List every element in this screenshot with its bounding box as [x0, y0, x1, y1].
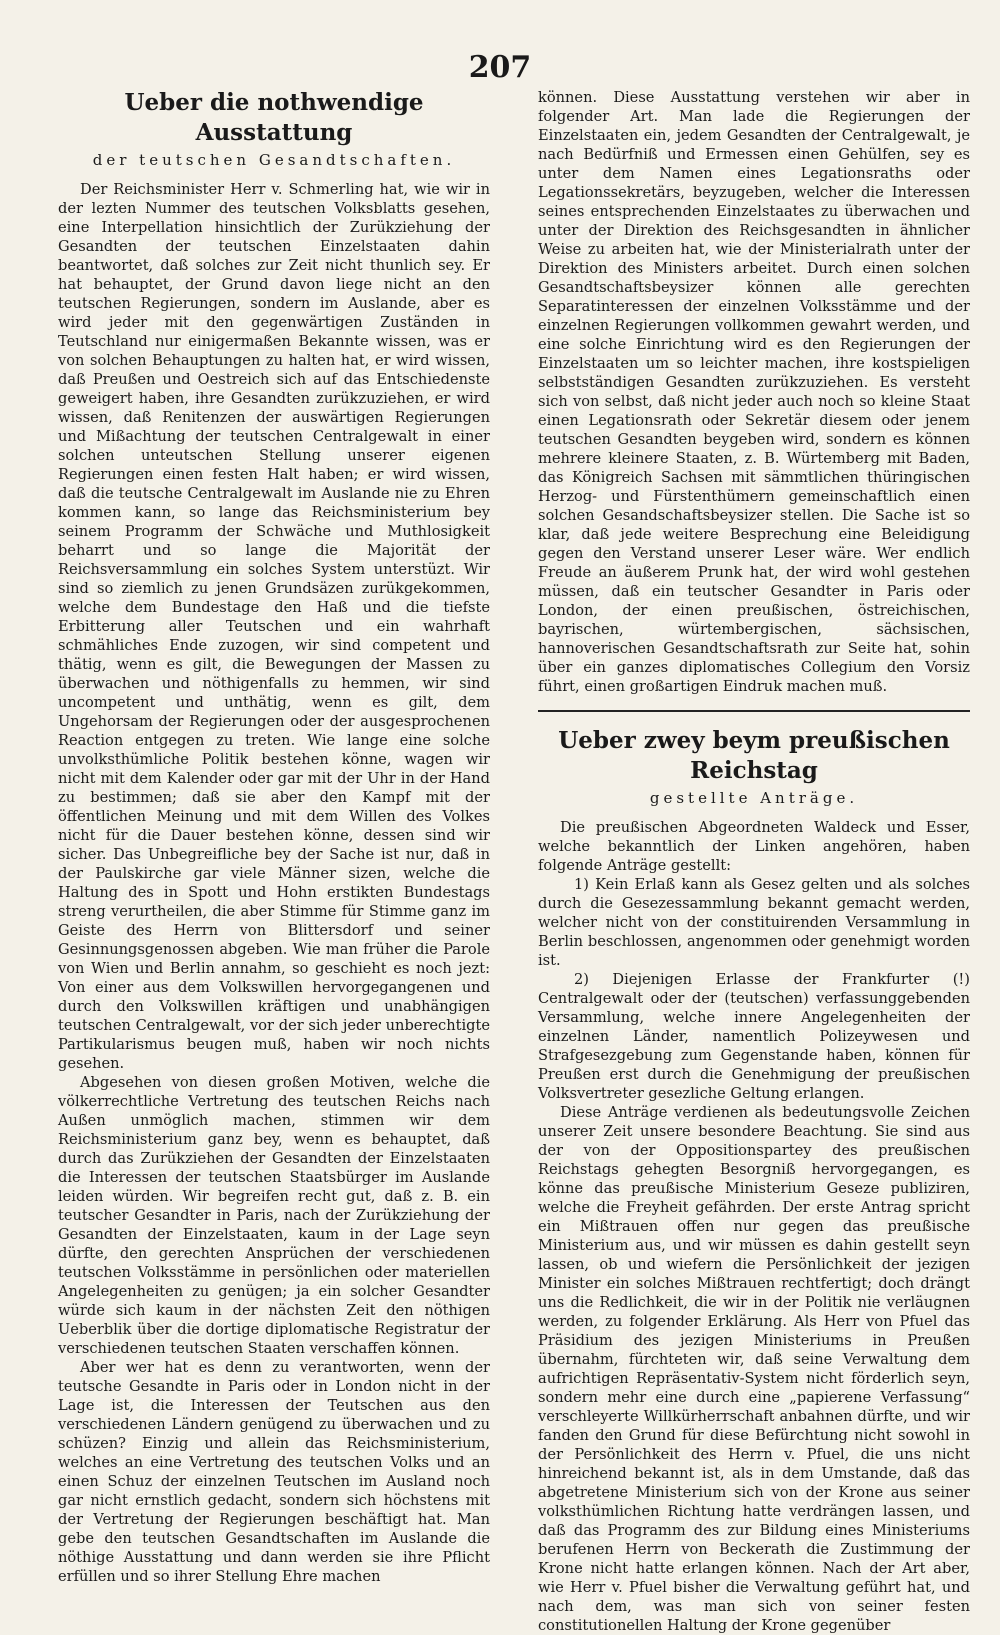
page-number: 207: [468, 50, 532, 85]
article2-list-item: 1) Kein Erlaß kann als Gesez gelten und als solches durch die Gesezessammlung bekannt gemacht werden, welcher nicht von der constituirenden Versammlung in Berlin beschlossen, angenommen oder genehmigt worden ist.: [538, 876, 970, 969]
left-column: [58, 88, 490, 1635]
article1-title: Ueber die nothwendige Ausstattung: [124, 89, 424, 146]
article1-paragraph-continued: können. Diese Ausstattung verstehen wir aber in folgender Art. Man lade die Regierungen der Einzelstaaten ein, jedem Gesandten der Centralgewalt, je nach Bedürfniß und Ermessen einen Gehülfen, sey es unter dem Namen eines Legationsraths oder Legationssekretärs, beyzugeben, welcher die Interessen seines entsprechenden Einzelstaates zu überwachen und unter der Direktion des Reichsgesandten in ähnlicher Weise zu arbeiten hat, wie der Ministerialrath unter der Direktion des Ministers arbeitet. Durch einen solchen Gesandtschaftsbeysizer können alle gerechten Separatinteressen der einzelnen Volksstämme und der einzelnen Regierungen vollkommen gewahrt werden, und eine solche Einrichtung wird es den Regierungen der Einzelstaaten um so leichter machen, ihre kostspieligen selbstständigen Gesandten zurükzuziehen. Es versteht sich von selbst, daß nicht jeder auch noch so kleine Staat einen Legationsrath oder Sekretär diesem oder jenem teutschen Gesandten beygeben wird, sondern es können mehrere kleinere Staaten, z. B. Würtemberg mit Baden, das Königreich Sachsen mit sämmtlichen thüringischen Herzog- und Fürstenthümern gemeinschaftlich einen solchen Gesandschaftsbeysizer stellen. Die Sache ist so klar, daß jede weitere Besprechung eine Beleidigung gegen den Verstand unserer Leser wäre. Wer endlich Freude an äußerem Prunk hat, der wird wohl gestehen müssen, daß ein teutscher Gesandter in Paris oder London, der einen preußischen, östreichischen, bayrischen, würtembergischen, sächsischen, hannoverischen Gesandtschaftsrath zur Seite hat, sohin über ein ganzes diplomatisches Collegium den Vorsiz führt, einen großartigen Eindruk machen muß.: [538, 89, 970, 695]
article2-subtitle: gestellte Anträge.: [649, 789, 859, 807]
article2-paragraph: Die preußischen Abgeordneten Waldeck und Esser, welche bekanntlich der Linken angehören, haben folgende Anträge gestellt:: [538, 819, 970, 874]
right-column: [538, 88, 970, 1635]
article1-paragraph: Der Reichsminister Herr v. Schmerling hat, wie wir in der lezten Nummer des teutschen Volksblatts gesehen, eine Interpellation hinsichtlich der Zurükziehung der Gesandten der teutschen Einzelstaaten dahin beantwortet, daß solches zur Zeit nicht thunlich sey. Er hat behauptet, der Grund davon liege nicht an den teutschen Regierungen, sondern im Auslande, aber es wird jeder mit den gegenwärtigen Zuständen in Teutschland nur einigermaßen Bekannte wissen, was er von solchen Behauptungen zu halten hat, er wird wissen, daß Preußen und Oestreich sich auf das Entschiedenste geweigert haben, ihre Gesandten zurükzuziehen, er wird wissen, daß Renitenzen der auswärtigen Regierungen und Mißachtung der teutschen Centralgewalt in einer solchen unteutschen Stellung unserer eigenen Regierungen einen festen Halt haben; er wird wissen, daß die teutsche Centralgewalt im Auslande nie zu Ehren kommen kann, so lange das Reichsministerium bey seinem Programm der Schwäche und Muthlosigkeit beharrt und so lange die Majorität der Reichsversammlung ein solches System unterstüzt. Wir sind so ziemlich zu jenen Grundsäzen zurükgekommen, welche dem Bundestage den Haß und die tiefste Erbitterung aller Teutschen und ein wahrhaft schmähliches Ende zuzogen, wir sind competent und thätig, wenn es gilt, die Bewegungen der Massen zu überwachen und nöthigenfalls zu hemmen, wir sind uncompetent und unthätig, wenn es gilt, dem Ungehorsam der Regierungen oder der ausgesprochenen Reaction entgegen zu treten. Wie lange eine solche unvolksthümliche Politik bestehen könne, wagen wir nicht mit dem Kalender oder gar mit der Uhr in der Hand zu bestimmen; daß sie aber den Kampf mit der öffentlichen Meinung und mit dem Willen des Volkes nicht für die Dauer bestehen könne, dessen sind wir sicher. Das Unbegreifliche bey der Sache ist nur, daß in der Paulskirche gar viele Männer sizen, welche die Haltung des in Spott und Hohn erstikten Bundestags streng verurtheilen, die aber Stimme für Stimme ganz im Geiste des Herrn von Blittersdorf und seiner Gesinnungsgenossen abgeben. Wie man früher die Parole von Wien und Berlin annahm, so geschieht es noch jezt: Von einer aus dem Volkswillen hervorgegangenen und durch den Volkswillen kräftigen und unabhängigen teutschen Centralgewalt, vor der sich jeder unberechtigte Partikularismus beugen muß, haben wir noch nichts gesehen.: [58, 181, 490, 1072]
article1-subtitle: der teutschen Gesandtschaften.: [92, 151, 456, 169]
article-divider: [538, 710, 970, 712]
columns: [58, 88, 970, 1635]
article2-list-item: 2) Diejenigen Erlasse der Frankfurter (!) Centralgewalt oder der (teutschen) verfassunggebenden Versammlung, welche innere Angelegenheiten der einzelnen Länder, namentlich Polizeywesen und Strafgesezgebung zum Gegenstande haben, können für Preußen erst durch die Genehmigung der preußischen Volksvertreter gesezliche Geltung erlangen.: [538, 971, 970, 1102]
article2-paragraph: Diese Anträge verdienen als bedeutungsvolle Zeichen unserer Zeit unsere besondere Beachtung. Sie sind aus der von der Oppositionspartey des preußischen Reichstags gehegten Besorgniß hervorgegangen, es könne das preußische Ministerium Geseze publiziren, welche die Freyheit gefährden. Der erste Antrag spricht ein Mißtrauen offen nur gegen das preußische Ministerium aus, und wir müssen es dahin gestellt seyn lassen, ob und wiefern die Persönlichkeit der jezigen Minister ein solches Mißtrauen rechtfertigt; doch drängt uns die Redlichkeit, die wir in der Politik nie verläugnen werden, zu folgender Erklärung. Als Herr von Pfuel das Präsidium des jezigen Ministeriums in Preußen übernahm, fürchteten wir, daß seine Verwaltung dem aufrichtigen Repräsentativ-System nicht förderlich seyn, sondern mehr eine durch eine „papierene Verfassung“ verschleyerte Willkürherrschaft anbahnen dürfte, und wir fanden den Grund für diese Befürchtung nicht sowohl in der Persönlichkeit des Herrn v. Pfuel, die uns nicht hinreichend bekannt ist, als in dem Umstande, daß das abgetretene Ministerium sich von der Krone aus seiner volksthümlichen Richtung hatte verdrängen lassen, und daß das Programm des zur Bildung eines Ministeriums berufenen Herrn von Beckerath die Zustimmung der Krone nicht hatte erlangen können. Nach der Art aber, wie Herr v. Pfuel bisher die Verwaltung geführt hat, und nach dem, was man sich von seiner festen constitutionellen Haltung der Krone gegenüber: [538, 1104, 970, 1634]
article2-title: Ueber zwey beym preußischen Reichstag: [558, 727, 950, 784]
article1-paragraph: Abgesehen von diesen großen Motiven, welche die völkerrechtliche Vertretung des teutschen Reichs nach Außen unmöglich machen, stimmen wir dem Reichsministerium ganz bey, wenn es behauptet, daß durch das Zurükziehen der Gesandten der Einzelstaaten die Interessen der teutschen Staatsbürger im Auslande leiden würden. Wir begreifen recht gut, daß z. B. ein teutscher Gesandter in Paris, nach der Zurükziehung der Gesandten der Einzelstaaten, kaum in der Lage seyn dürfte, den gerechten Ansprüchen der verschiedenen teutschen Volksstämme in persönlichen oder materiellen Angelegenheiten zu genügen; ja ein solcher Gesandter würde sich kaum in der nächsten Zeit den nöthigen Ueberblik über die dortige diplomatische Registratur der verschiedenen teutschen Staaten verschaffen können.: [58, 1074, 490, 1357]
article1-paragraph-start: Aber wer hat es denn zu verantworten, wenn der teutsche Gesandte in Paris oder in London nicht in der Lage ist, die Interessen der Teutschen aus den verschiedenen Ländern genügend zu überwachen und zu schüzen? Einzig und allein das Reichsministerium, welches an eine Vertretung des teutschen Volks und an einen Schuz der einzelnen Teutschen im Ausland noch gar nicht ernstlich gedacht, sondern sich höchstens mit der Vertretung der Regierungen beschäftigt hat. Man gebe den teutschen Gesandtschaften im Auslande die nöthige Ausstattung und dann werden sie ihre Pflicht erfüllen und so ihrer Stellung Ehre machen: [58, 1359, 490, 1585]
